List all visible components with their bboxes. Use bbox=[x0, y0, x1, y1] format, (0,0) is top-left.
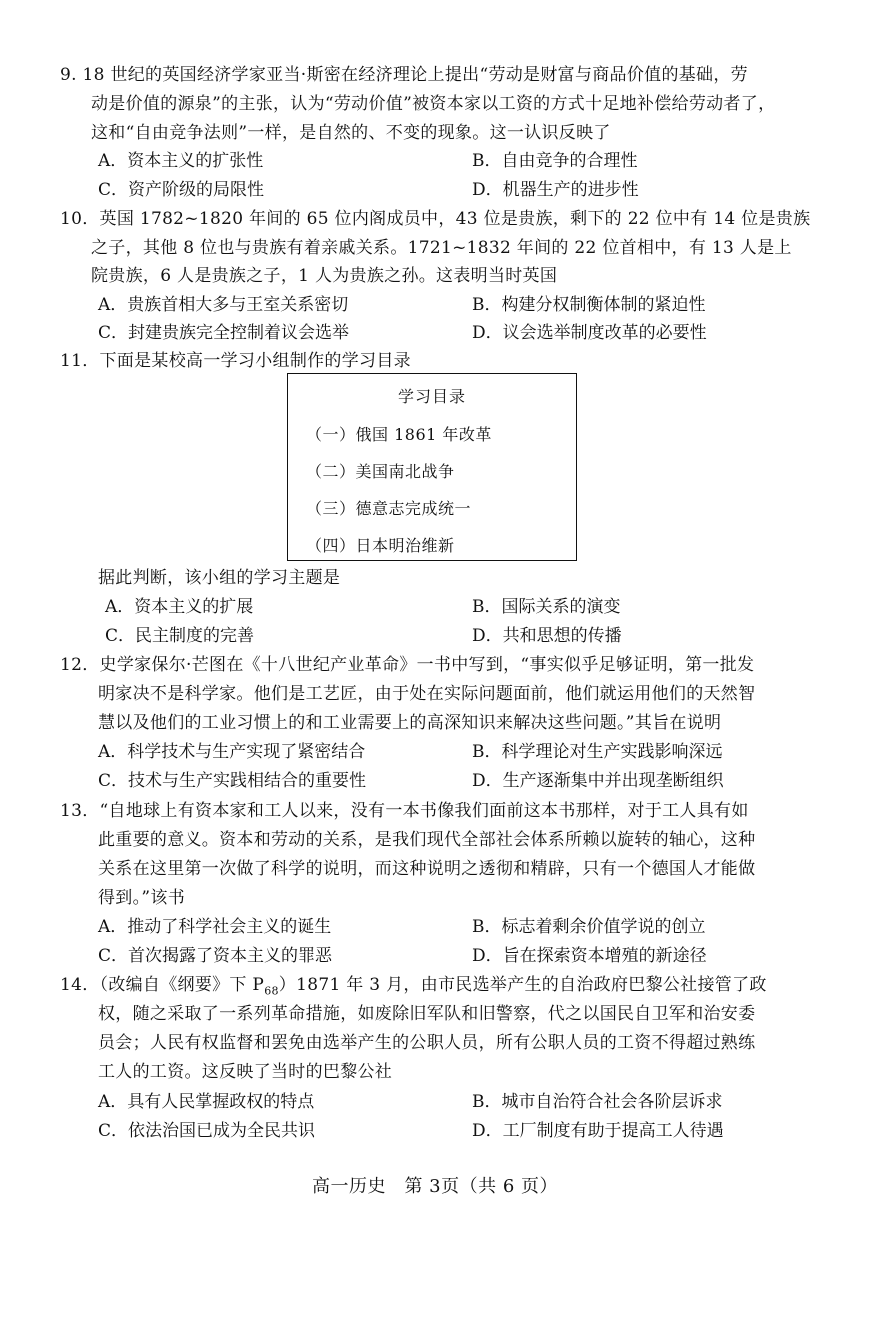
q14-line-4: 工人的工资。这反映了当时的巴黎公社 bbox=[98, 1062, 393, 1082]
q13-line-1: 13．“自地球上有资本家和工人以来，没有一本书像我们面前这本书那样，对于工人具有如 bbox=[60, 801, 749, 821]
q12-option-b: B．科学理论对生产实践影响深远 bbox=[472, 742, 723, 762]
q10-option-b: B．构建分权制衡体制的紧迫性 bbox=[472, 295, 706, 315]
q14-option-b: B．城市自治符合社会各阶层诉求 bbox=[472, 1092, 723, 1112]
q14-option-a: A．具有人民掌握政权的特点 bbox=[98, 1092, 315, 1112]
catalog-item-1: （一）俄国 1861 年改革 bbox=[306, 425, 492, 444]
q14-line-1 bbox=[60, 974, 767, 1002]
q12-line-3: 慧以及他们的工业习惯上的和工业需要上的高深知识来解决这些问题。”其旨在说明 bbox=[98, 713, 722, 733]
q9-line-1: 9. 18 世纪的英国经济学家亚当·斯密在经济理论上提出“劳动是财富与商品价值的基础，劳 bbox=[60, 65, 748, 85]
q11-option-b: B．国际关系的演变 bbox=[472, 597, 621, 617]
q10-line-2: 之子，其他 8 位也与贵族有着亲戚关系。1721~1832 年间的 22 位首相中，有 13 人是上 bbox=[91, 238, 792, 258]
q14-option-c: C．依法治国已成为全民共识 bbox=[98, 1121, 316, 1141]
q13-line-2: 此重要的意义。资本和劳动的关系，是我们现代全部社会体系所赖以旋转的轴心，这种 bbox=[98, 830, 756, 850]
q13-line-3: 关系在这里第一次做了科学的说明，而这种说明之透彻和精辟，只有一个德国人才能做 bbox=[98, 859, 756, 879]
q13-option-b: B．标志着剩余价值学说的创立 bbox=[472, 917, 706, 937]
q11-option-d: D．共和思想的传播 bbox=[472, 626, 622, 646]
q12-option-d: D．生产逐渐集中并出现垄断组织 bbox=[472, 771, 724, 791]
q14-line-1-prefix: 14．（改编自《纲要》下 P bbox=[60, 975, 265, 995]
q11-stem-after: 据此判断，该小组的学习主题是 bbox=[98, 568, 341, 588]
q13-option-a: A．推动了科学社会主义的诞生 bbox=[98, 917, 332, 937]
q10-line-1: 10．英国 1782~1820 年间的 65 位内阁成员中，43 位是贵族，剩下的 22 位中有 14 位是贵族 bbox=[60, 209, 811, 229]
q14-page-subscript: 68 bbox=[264, 984, 279, 998]
q10-line-3: 院贵族，6 人是贵族之子，1 人为贵族之孙。这表明当时英国 bbox=[91, 266, 558, 286]
q12-line-2: 明家决不是科学家。他们是工艺匠，由于处在实际问题面前，他们就运用他们的天然智 bbox=[98, 684, 756, 704]
study-catalog-box bbox=[287, 373, 577, 561]
q12-option-a: A．科学技术与生产实现了紧密结合 bbox=[98, 742, 366, 762]
q12-line-1: 12．史学家保尔·芒图在《十八世纪产业革命》一书中写到，“事实似乎足够证明，第一批发 bbox=[60, 655, 755, 675]
q12-option-c: C．技术与生产实践相结合的重要性 bbox=[98, 771, 367, 791]
q13-option-d: D．旨在探索资本增殖的新途径 bbox=[472, 946, 707, 966]
q10-option-d: D．议会选举制度改革的必要性 bbox=[472, 323, 707, 343]
q14-line-2: 权，随之采取了一系列革命措施，如废除旧军队和旧警察，代之以国民自卫军和治安委 bbox=[98, 1004, 756, 1024]
q9-line-2: 动是价值的源泉”的主张，认为“劳动价值”被资本家以工资的方式十足地补偿给劳动者了， bbox=[91, 94, 776, 114]
q9-option-a: A．资本主义的扩张性 bbox=[98, 151, 264, 171]
q10-option-c: C．封建贵族完全控制着议会选举 bbox=[98, 323, 350, 343]
q11-line-1: 11．下面是某校高一学习小组制作的学习目录 bbox=[60, 351, 411, 371]
q11-option-a: A．资本主义的扩展 bbox=[105, 597, 254, 617]
catalog-item-2: （二）美国南北战争 bbox=[306, 462, 455, 481]
q10-option-a: A．贵族首相大多与王室关系密切 bbox=[98, 295, 349, 315]
q9-option-b: B．自由竞争的合理性 bbox=[472, 151, 638, 171]
study-catalog-title: 学习目录 bbox=[397, 387, 466, 406]
q13-option-c: C．首次揭露了资本主义的罪恶 bbox=[98, 946, 333, 966]
page-footer: 高一历史 第 3页（共 6 页） bbox=[311, 1176, 559, 1197]
q9-line-3: 这和“自由竞争法则”一样，是自然的、不变的现象。这一认识反映了 bbox=[91, 123, 611, 143]
q11-option-c: C．民主制度的完善 bbox=[105, 626, 255, 646]
q14-line-1-suffix: ）1871 年 3 月，由市民选举产生的自治政府巴黎公社接管了政 bbox=[278, 975, 767, 995]
q9-option-c: C．资产阶级的局限性 bbox=[98, 180, 265, 200]
catalog-item-3: （三）德意志完成统一 bbox=[306, 499, 472, 518]
q14-option-d: D．工厂制度有助于提高工人待遇 bbox=[472, 1121, 724, 1141]
q13-line-4: 得到。”该书 bbox=[98, 888, 185, 908]
q9-option-d: D．机器生产的进步性 bbox=[472, 180, 639, 200]
q14-line-3: 员会；人民有权监督和罢免由选举产生的公职人员，所有公职人员的工资不得超过熟练 bbox=[98, 1033, 756, 1053]
catalog-item-4: （四）日本明治维新 bbox=[306, 536, 455, 555]
